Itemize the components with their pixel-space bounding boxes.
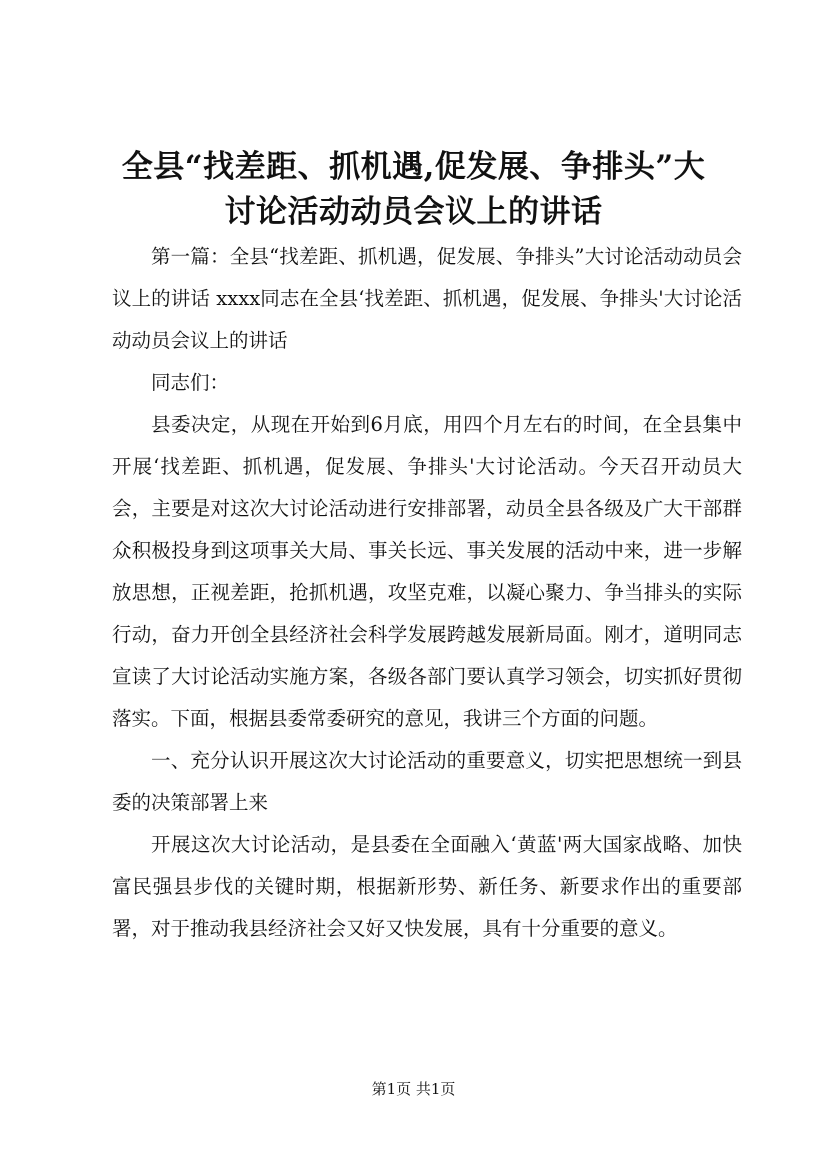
title-line-2: 讨论活动动员会议上的讲话: [224, 194, 603, 230]
paragraph-heading: 第一篇：全县“找差距、抓机遇，促发展、争排头”大讨论活动动员会议上的讲话 xxxx同志在全县‘找差距、抓机遇，促发展、争排头'大讨论活动动员会议上的讲话: [112, 245, 742, 352]
document-title: [100, 145, 727, 235]
paragraph-salutation: 同志们：: [151, 371, 230, 394]
paragraph-significance: 开展这次大讨论活动，是县委在全面融入‘黄蓝'两大国家战略、加快富民强县步伐的关键时期，根据新形势、新任务、新要求作出的重要部署，对于推动我县经济社会又好又快发展，具有十分重要的意义。: [112, 833, 742, 940]
title-line-1: 全县“找差距、抓机遇,促发展、争排头”大: [121, 149, 706, 185]
paragraph-main: 县委决定，从现在开始到6月底，用四个月左右的时间，在全县集中开展‘找差距、抓机遇，促发展、争排头'大讨论活动。今天召开动员大会，主要是对这次大讨论活动进行安排部署，动员全县各级及广大干部群众积极投身到这项事关大局、事关长远、事关发展的活动中来，进一步解放思想，正视差距，抢抓机遇，攻坚克难，以凝心聚力、争当排头的实际行动，奋力开创全县经济社会科学发展跨越发展新局面。刚才，道明同志宣读了大讨论活动实施方案，各级各部门要认真学习领会，切实抓好贯彻落实。下面，根据县委常委研究的意见，我讲三个方面的问题。: [112, 413, 742, 730]
document-body: [112, 236, 742, 950]
paragraph-section-heading: 一、充分认识开展这次大讨论活动的重要意义，切实把思想统一到县委的决策部署上来: [112, 749, 742, 814]
page-footer: 第1页 共1页: [371, 1080, 456, 1098]
